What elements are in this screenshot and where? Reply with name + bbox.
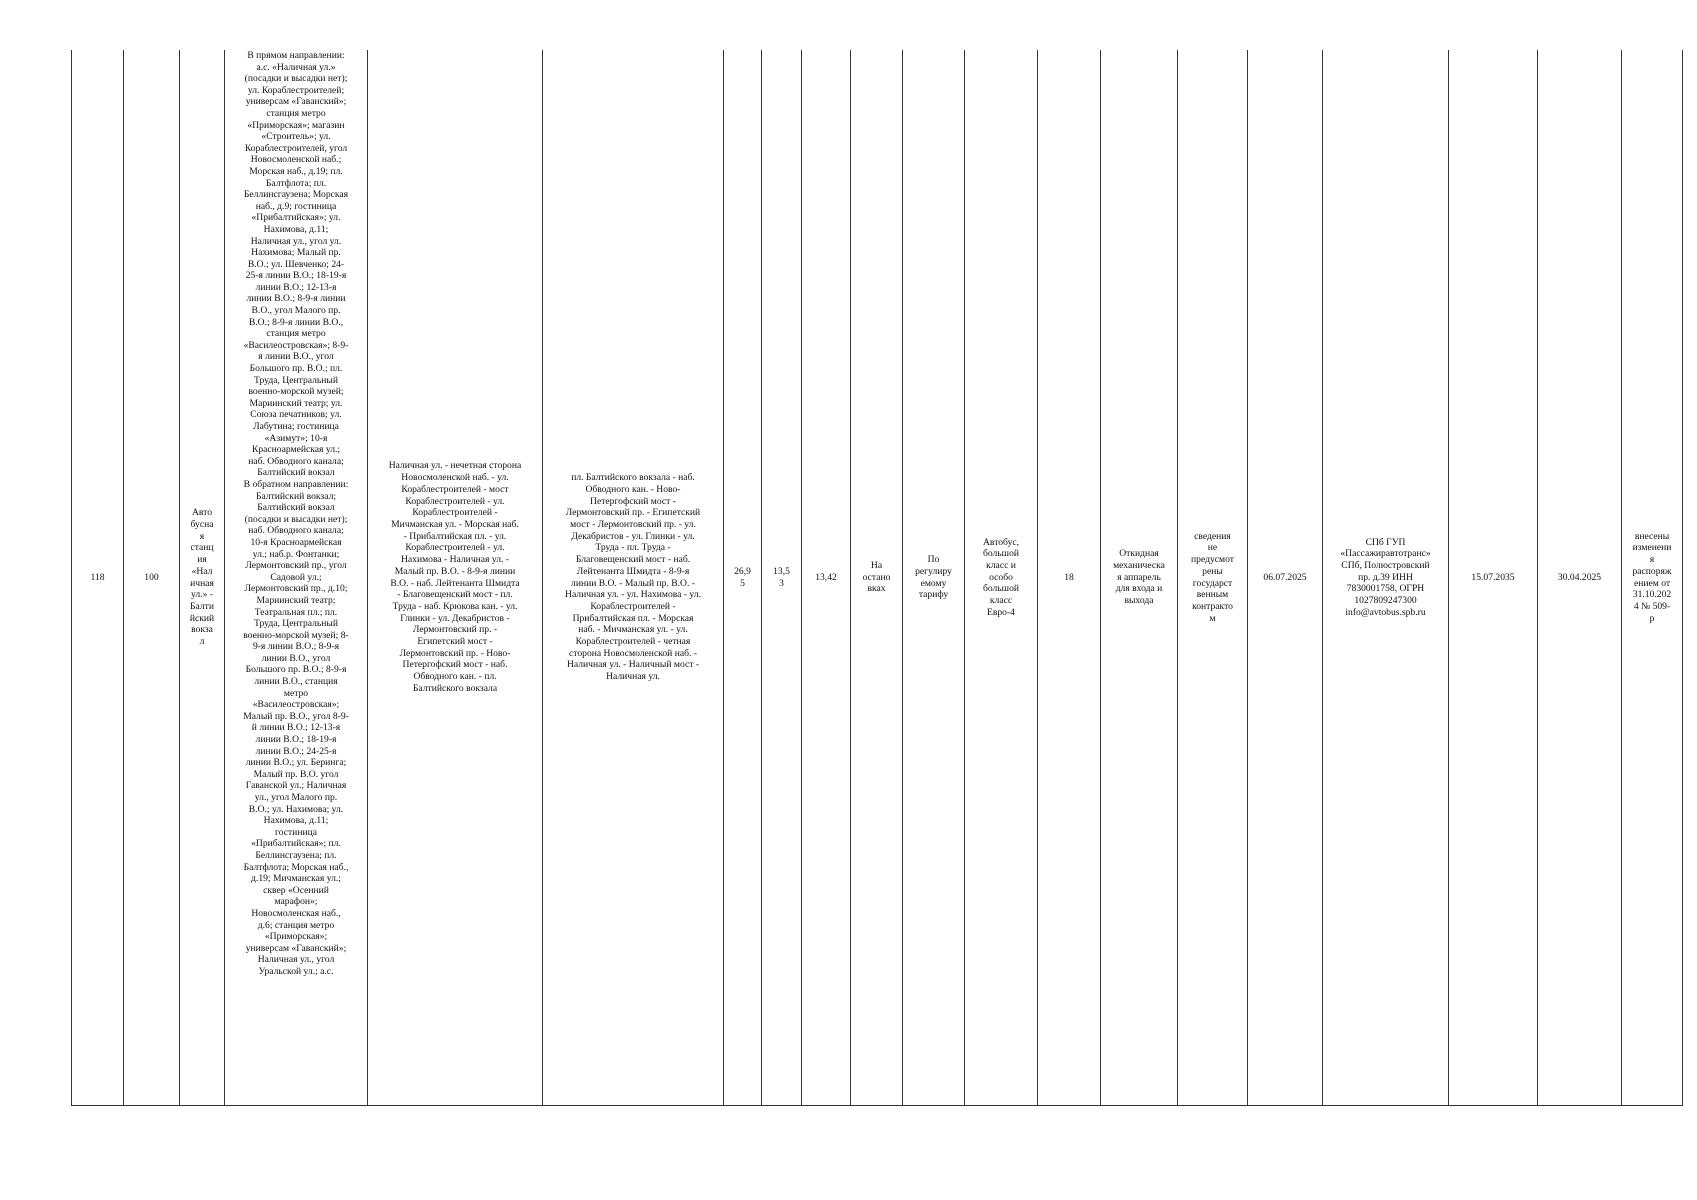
length-total-cell: 13,42 [802, 50, 851, 1106]
route-forward-cell: Наличная ул. - нечетная сторона Новосмоленской наб. - ул. Кораблестроителей - мост Кораблестроителей - ул. Кораблестроителей - Мичманская ул. - Морская наб. - Прибалтийская пл. - ул. Кораблестроителей - ул. Нахимова - Наличная ул. - Малый пр. В.О. - 8-9-я линии В.О. - наб. Лейтенанта Шмидта - Благовещенский мост - пл. Труда - наб. Крюкова кан. - ул. Глинки - ул. Декабристов - Лермонтовский пр. - Египетский мост - Лермонтовский пр. - Ново- Петергофский мост - наб. Обводного кан. - пл. Балтийского вокзала [368, 50, 543, 1106]
length-backward-cell: 13,5 3 [762, 50, 802, 1106]
equipment-cell: Откидная механическа я аппарель для входа и выхода [1101, 50, 1178, 1106]
carrier-cell: СПб ГУП «Пассажиравтотранс» СПб, Полюстровский пр. д.39 ИНН 7830001758, ОГРН 1027809247300 info@avtobus.spb.ru [1323, 50, 1449, 1106]
end-date-cell: 15.07.2035 [1449, 50, 1538, 1106]
vehicle-cell: Автобус, большой класс и особо большой класс Евро-4 [965, 50, 1038, 1106]
length-forward-cell: 26,9 5 [724, 50, 762, 1106]
route-number-cell: 100 [124, 50, 180, 1106]
tariff-cell: По регулиру емому тарифу [903, 50, 965, 1106]
stops-cell: В прямом направлении: а.с. «Наличная ул.» (посадки и высадки нет); ул. Кораблестроителей; универсам «Гаванский»; станция метро «Приморская»; магазин «Строитель»; ул. Кораблестроителей, угол Новосмоленской наб.; Морская наб., д.19; пл. Балтфлота; пл. Беллинсгаузена; Морская наб., д.9; гостиница «Прибалтийская»; ул. Нахимова, д.11; Наличная ул., угол ул. Нахимова; Малый пр. В.О.; ул. Шевченко; 24- 25-я линии В.О.; 18-19-я линии В.О.; 12-13-я линии В.О.; 8-9-я линии В.О., угол Малого пр. В.О.; 8-9-я линии В.О., станция метро «Василеостровская»; 8-9- я линии В.О., угол Большого пр. В.О.; пл. Труда, Центральный военно-морской музей; Мариинский театр; ул. Союза печатников; ул. Лабутина; гостиница «Азимут»; 10-я Красноармейская ул.; наб. Обводного канала; Балтийский вокзал В обратном направлении: Балтийский вокзал; Балтийский вокзал (посадки и высадки нет); наб. Обводного канала; 10-я Красноармейская ул.; наб.р. Фонтанки; Лермонтовский пр., угол Садовой ул.; Лермонтовский пр., д.10; Мариинский театр; Театральная пл.; пл. Труда, Центральный военно-морской музей; 8- 9-я линии В.О.; 8-9-я линии В.О., угол Большого пр. В.О.; 8-9-я линии В.О., станция метро «Василеостровская»; Малый пр. В.О., угол 8-9- й линии В.О.; 12-13-я линии В.О.; 18-19-я линии В.О.; 24-25-я линии В.О.; ул. Беринга; Малый пр. В.О. угол Гаванской ул.; Наличная ул., угол Малого пр. В.О.; ул. Нахимова; ул. Нахимова, д.11; гостиница «Прибалтийская»; пл. Беллинсгаузена; пл. Балтфлота; Морская наб., д.19; Мичманская ул.; сквер «Осенний марафон»; Новосмоленская наб., д.6; станция метро «Приморская»; универсам «Гаванский»; Наличная ул., угол Уральской ул.; а.с. [225, 50, 368, 1106]
boarding-cell: На остано вках [851, 50, 903, 1106]
table-row [72, 50, 1683, 1106]
route-backward-cell: пл. Балтийского вокзала - наб. Обводного кан. - Ново- Петергофский мост - Лермонтовский пр. - Египетский мост - Лермонтовский пр. - ул. Декабристов - ул. Глинки - ул. Труда - пл. Труда - Благовещенский мост - наб. Лейтенанта Шмидта - 8-9-я линии В.О. - Малый пр. В.О. - Наличная ул. - ул. Нахимова - ул. Кораблестроителей - Прибалтийская пл. - Морская наб. - Мичманская ул. - ул. Кораблестроителей - четная сторона Новосмоленской наб. - Наличная ул. - Наличный мост - Наличная ул. [543, 50, 724, 1106]
route-registry-table [71, 50, 1683, 1106]
notes-cell: внесены изменени я распоряж ением от 31.10.202 4 № 509- р [1622, 50, 1683, 1106]
registry-number-cell: 118 [72, 50, 124, 1106]
start-date-cell: 06.07.2025 [1248, 50, 1323, 1106]
vehicle-count-cell: 18 [1038, 50, 1101, 1106]
contract-info-cell: сведения не предусмот рены государст венным контракто м [1178, 50, 1248, 1106]
change-date-cell: 30.04.2025 [1538, 50, 1622, 1106]
route-name-cell: Авто бусна я станц ия «Нал ичная ул.» - Балти йский вокза л [180, 50, 225, 1106]
